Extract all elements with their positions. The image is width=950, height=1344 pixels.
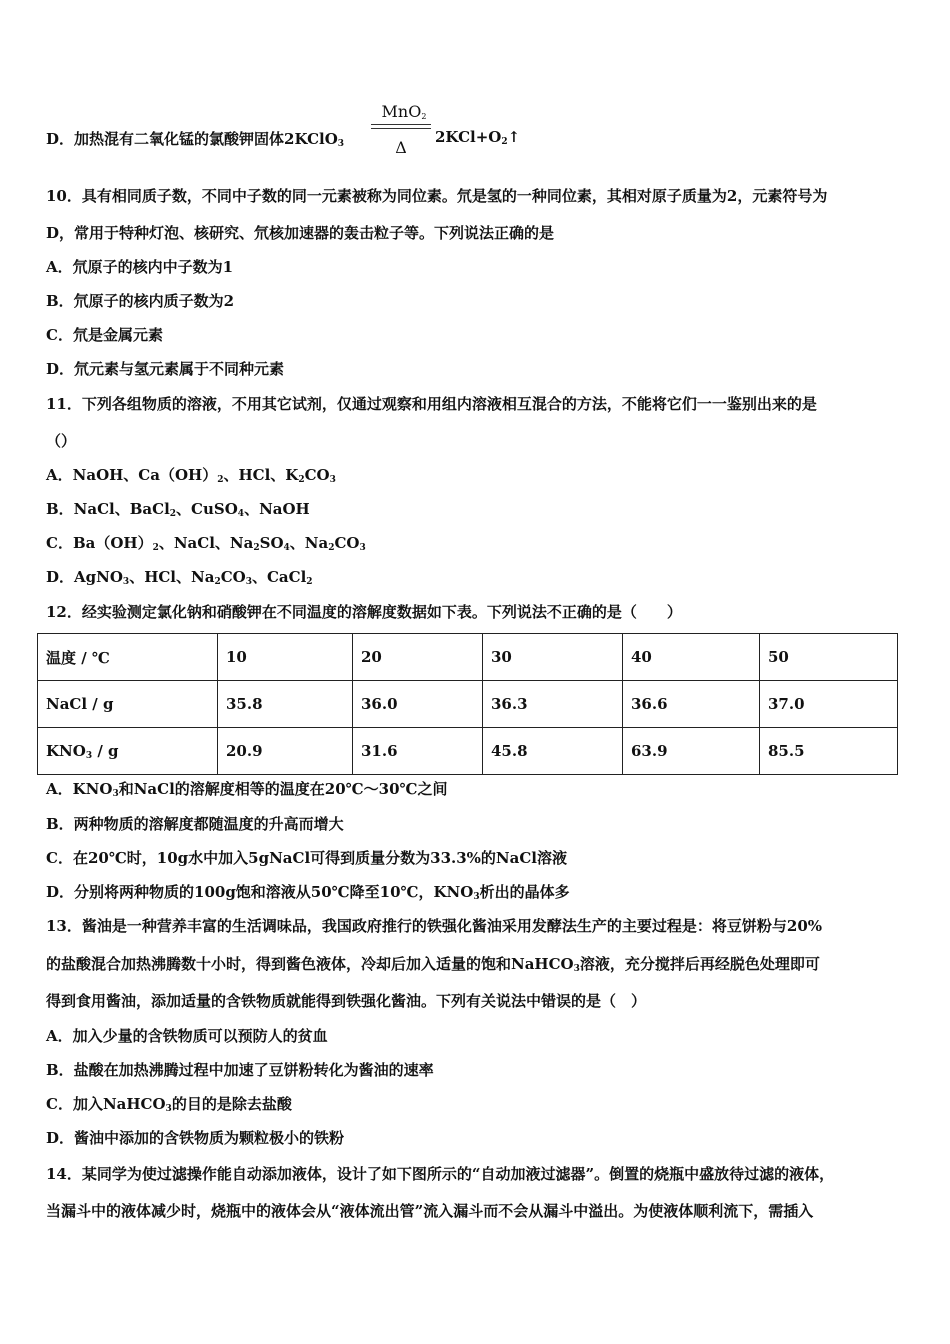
q10-option-d: D．氘元素与氢元素属于不同种元素 <box>46 360 285 378</box>
table-cell: 35.8 <box>218 681 353 728</box>
table-cell: $KNO_3$ / g <box>38 728 218 775</box>
table-cell: 85.5 <box>760 728 898 775</box>
q10-stem-line1: 10．具有相同质子数，不同中子数的同一元素被称为同位素。氘是氢的一种同位素，其相对原子质量为2，元素符号为 <box>46 187 828 205</box>
table-cell: 30 <box>483 634 623 681</box>
q11-stem-line2: （） <box>46 432 77 450</box>
table-cell: 36.6 <box>623 681 760 728</box>
q12-stem: 12．经实验测定氯化钠和硝酸钾在不同温度的溶解度数据如下表。下列说法不正确的是（ ） <box>46 603 682 621</box>
q11-option-a: A．NaOH、$Ca(OH)_2$、HCl、$K_2CO_3$ <box>46 466 336 485</box>
reaction-bar-top <box>371 124 431 125</box>
q10-option-a: A．氘原子的核内中子数为1 <box>46 258 234 276</box>
q13-option-c: C．加入NaHCO$_3$的目的是除去盐酸 <box>46 1095 292 1114</box>
q13-stem-line1: 13．酱油是一种营养丰富的生活调味品，我国政府推行的铁强化酱油采用发酵法生产的主要过程是：将豆饼粉与20% <box>46 917 823 935</box>
table-cell: 50 <box>760 634 898 681</box>
table-cell: 63.9 <box>623 728 760 775</box>
q13-option-b: B．盐酸在加热沸腾过程中加速了豆饼粉转化为酱油的速率 <box>46 1061 434 1079</box>
table-cell: 36.3 <box>483 681 623 728</box>
table-row <box>38 728 898 775</box>
q10-option-b: B．氘原子的核内质子数为2 <box>46 292 235 310</box>
solubility-table <box>37 633 898 775</box>
table-cell: 10 <box>218 634 353 681</box>
table-cell: 31.6 <box>353 728 483 775</box>
q13-option-d: D．酱油中添加的含铁物质为颗粒极小的铁粉 <box>46 1129 345 1147</box>
q11-option-d: D．AgNO$_3$、HCl、$Na_2CO_3$、CaCl$_2$ <box>46 568 313 587</box>
table-cell: 45.8 <box>483 728 623 775</box>
table-cell: 37.0 <box>760 681 898 728</box>
reaction-bar-bottom <box>371 128 431 129</box>
q10-option-c: C．氘是金属元素 <box>46 326 163 344</box>
q14-stem-line2: 当漏斗中的液体减少时，烧瓶中的液体会从“液体流出管”流入漏斗而不会从漏斗中溢出。为使液体顺利流下，需插入 <box>46 1202 814 1220</box>
q12-option-c: C．在20℃时，10g水中加入5gNaCl可得到质量分数为33.3%的NaCl溶液 <box>46 849 567 867</box>
table-cell: 40 <box>623 634 760 681</box>
q11-stem-line1: 11．下列各组物质的溶液，不用其它试剂，仅通过观察和用组内溶液相互混合的方法，不能将它们一一鉴别出来的是 <box>46 395 817 413</box>
table-header-row <box>38 634 898 681</box>
q9-option-d-equation <box>46 100 646 170</box>
table-row <box>38 681 898 728</box>
heat-symbol: Δ <box>395 138 407 157</box>
q14-stem-line1: 14．某同学为使过滤操作能自动添加液体，设计了如下图所示的“自动加液过滤器”。倒置的烧瓶中盛放待过滤的液体， <box>46 1165 835 1183</box>
q13-stem-line2: 的盐酸混合加热沸腾数十小时，得到酱色液体，冷却后加入适量的饱和NaHCO$_3$溶液，充分搅拌后再经脱色处理即可 <box>46 955 820 974</box>
table-cell: NaCl / g <box>38 681 218 728</box>
q11-option-c: C．$Ba(OH)_2$、NaCl、$Na_2SO_4$、$Na_2CO_3$ <box>46 534 366 553</box>
table-cell: 温度 / ℃ <box>38 634 218 681</box>
table-cell: 36.0 <box>353 681 483 728</box>
reaction-products: $2KCl+O_2↑$ <box>435 128 521 147</box>
q13-option-a: A．加入少量的含铁物质可以预防人的贫血 <box>46 1027 328 1045</box>
q9-option-d-text: D．加热混有二氧化锰的氯酸钾固体2KClO$_3$ <box>46 130 345 149</box>
q12-option-b: B．两种物质的溶解度都随温度的升高而增大 <box>46 815 344 833</box>
q10-stem-line2: D，常用于特种灯泡、核研究、氘核加速器的轰击粒子等。下列说法正确的是 <box>46 224 555 242</box>
table-cell: 20.9 <box>218 728 353 775</box>
q11-option-b: B．NaCl、BaCl$_2$、CuSO$_4$、NaOH <box>46 500 310 519</box>
table-cell: 20 <box>353 634 483 681</box>
q12-option-a: A．$KNO_3$和NaCl的溶解度相等的温度在20℃～30℃之间 <box>46 780 448 799</box>
q13-stem-line3: 得到食用酱油，添加适量的含铁物质就能得到铁强化酱油。下列有关说法中错误的是（ ） <box>46 992 647 1010</box>
q12-option-d: D．分别将两种物质的100g饱和溶液从50℃降至10℃，$KNO_3$析出的晶体多 <box>46 883 570 902</box>
catalyst-label: MnO$_2$ <box>381 102 427 121</box>
